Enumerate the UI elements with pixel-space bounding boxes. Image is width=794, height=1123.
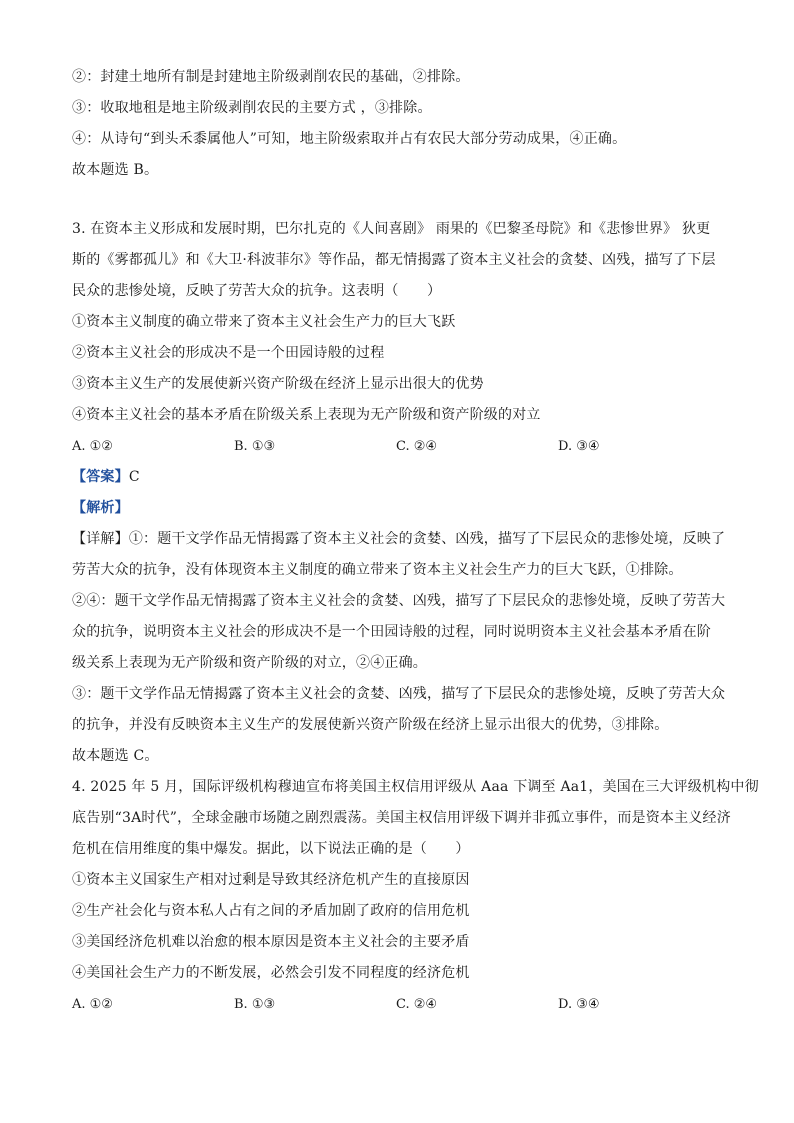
answer-value: C [128,469,140,485]
statement-item: ④资本主义社会的基本矛盾在阶级关系上表现为无产阶级和资产阶级的对立 [72,407,541,423]
question-stem: 4. 2025 年 5 月，国际评级机构穆迪宣布将美国主权信用评级从 Aaa 下调至 Aa1，美国在三大评级机构中彻 [72,779,759,795]
detail-line: 劳苦大众的抗争，没有体现资本主义制度的确立带来了资本主义社会生产力的巨大飞跃，①排除。 [72,562,683,578]
detail-line: ③：题干文学作品无情揭露了资本主义社会的贪婪、凶残，描写了下层民众的悲惨处境，反映了劳苦大众 [72,686,726,702]
detail-text: ①：题干文学作品无情揭露了资本主义社会的贪婪、凶残，描写了下层民众的悲惨处境，反映了 [128,531,726,547]
question-stem: 危机在信用维度的集中爆发。据此，以下说法正确的是（ ） [72,841,470,857]
answer-tag: 【答案】 [72,469,129,485]
detail-tag: 【详解】 [72,531,129,547]
conclusion-line: 故本题选 C。 [72,748,159,764]
option-a: A. ①② [72,439,113,454]
answer-options [72,989,722,1020]
document-page [72,62,759,1020]
detail-line [72,524,726,555]
option-d: D. ③④ [558,439,600,454]
question-stem: 3. 在资本主义形成和发展时期，巴尔扎克的《人间喜剧》 雨果的《巴黎圣母院》和《悲惨世界》 狄更 [72,221,711,237]
statement-item: ②资本主义社会的形成决不是一个田园诗般的过程 [72,345,385,361]
detail-line: 的抗争，并没有反映资本主义生产的发展使新兴资产阶级在经济上显示出很大的优势，③排除。 [72,717,669,733]
option-a: A. ①② [72,997,113,1012]
analysis-line: ②：封建土地所有制是封建地主阶级剥削农民的基础，②排除。 [72,69,470,85]
analysis-line: ③：收取地租是地主阶级剥削农民的主要方式 ，③排除。 [72,100,432,116]
analysis-tag: 【解析】 [72,500,129,516]
analysis-line: ④：从诗句“到头禾黍属他人”可知，地主阶级索取并占有农民大部分劳动成果，④正确。 [72,131,627,147]
detail-line: ②④：题干文学作品无情揭露了资本主义社会的贪婪、凶残，描写了下层民众的悲惨处境，反映了劳苦大 [72,593,726,609]
answer-options [72,431,722,462]
option-d: D. ③④ [558,997,600,1012]
statement-item: ①资本主义国家生产相对过剩是导致其经济危机产生的直接原因 [72,872,470,888]
question-4 [72,772,759,1020]
question-3 [72,214,726,772]
option-c: C. ②④ [396,997,438,1012]
statement-item: ③资本主义生产的发展使新兴资产阶级在经济上显示出很大的优势 [72,376,484,392]
question-stem: 斯的《雾都孤儿》和《大卫·科波菲尔》等作品，都无情揭露了资本主义社会的贪婪、凶残，描写了下层 [72,252,716,268]
analysis-heading [72,493,722,524]
statement-item: ①资本主义制度的确立带来了资本主义社会生产力的巨大飞跃 [72,314,456,330]
previous-analysis [72,62,722,186]
option-b: B. ①③ [234,439,276,454]
statement-item: ③美国经济危机难以治愈的根本原因是资本主义社会的主要矛盾 [72,934,470,950]
detail-line: 级关系上表现为无产阶级和资产阶级的对立，②④正确。 [72,655,427,671]
option-c: C. ②④ [396,439,438,454]
conclusion-line: 故本题选 B。 [72,162,159,178]
statement-item: ④美国社会生产力的不断发展，必然会引发不同程度的经济危机 [72,965,470,981]
option-b: B. ①③ [234,997,276,1012]
answer-line [72,462,722,493]
detail-line: 众的抗争，说明资本主义社会的形成决不是一个田园诗般的过程，同时说明资本主义社会基本矛盾在阶 [72,624,711,640]
statement-item: ②生产社会化与资本私人占有之间的矛盾加剧了政府的信用危机 [72,903,470,919]
question-stem: 底告别“3A时代”，全球金融市场随之剧烈震荡。美国主权信用评级下调并非孤立事件，而是资本主义经济 [72,810,731,826]
question-stem: 民众的悲惨处境，反映了劳苦大众的抗争。这表明（ ） [72,283,442,299]
